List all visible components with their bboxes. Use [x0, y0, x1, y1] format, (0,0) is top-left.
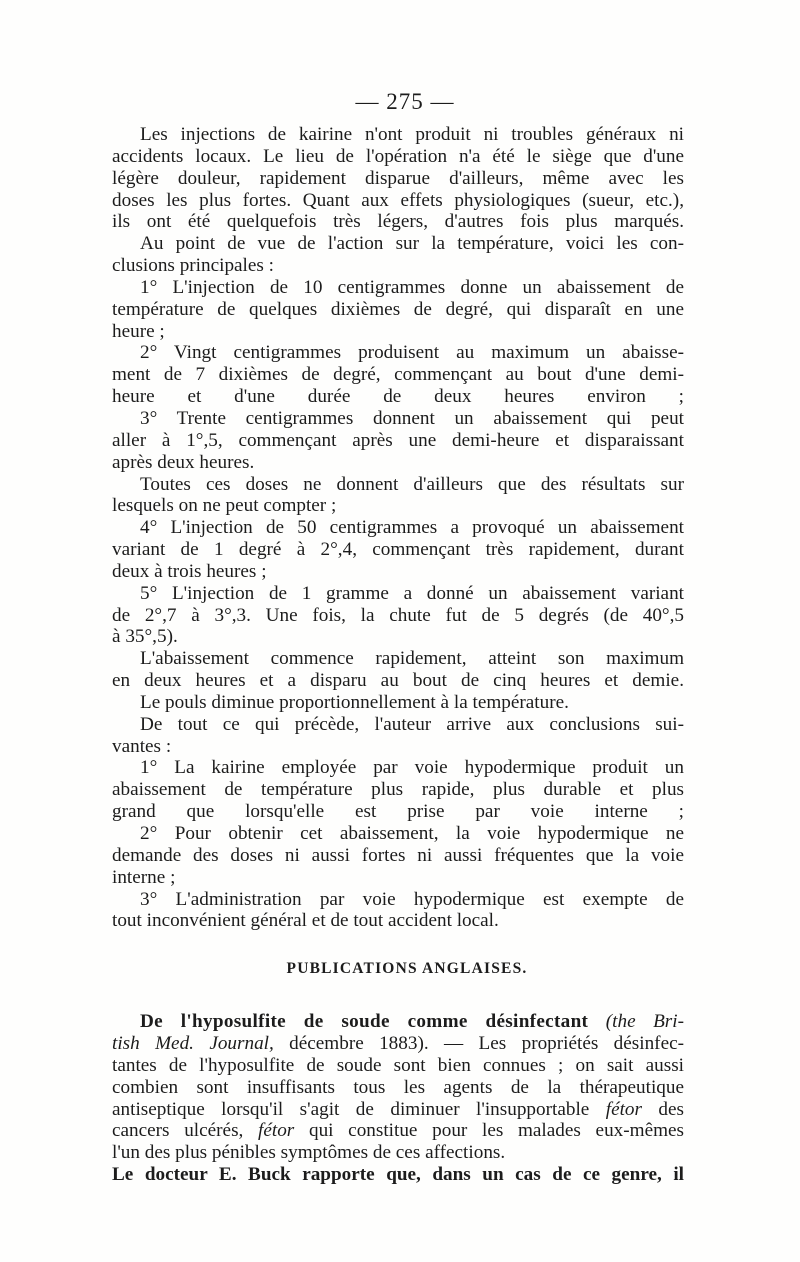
body-line: heure ; [112, 320, 165, 342]
article-source-part2: tish Med. Journal, [112, 1033, 274, 1055]
body-line: grand que lorsqu'elle est prise par voie interne ; [112, 801, 684, 823]
body-line: demande des doses ni aussi fortes ni aussi fréquentes que la voie [112, 844, 684, 866]
body-line: tout inconvénient général et de tout accident local. [112, 910, 499, 932]
body-line: abaissement de température plus rapide, plus durable et plus [112, 779, 684, 801]
body-line: doses les plus fortes. Quant aux effets physiologiques (sueur, etc.), [112, 189, 684, 211]
body-lines [112, 124, 684, 932]
article-title: De l'hyposulfite de soude comme désinfectant [140, 1011, 589, 1033]
article-line: l'un des plus pénibles symptômes de ces affections. [112, 1142, 506, 1164]
body-line: aller à 1°,5, commençant après une demi-heure et disparaissant [112, 429, 684, 451]
body-text [112, 124, 684, 1186]
article-text: qui constitue pour les malades eux-mêmes [294, 1120, 684, 1142]
body-line: Toutes ces doses ne donnent d'ailleurs que des résultats sur [140, 473, 684, 495]
article-text: cancers ulcérés, [112, 1120, 259, 1142]
body-line: ment de 7 dixièmes de degré, commençant au bout d'une demi- [112, 364, 684, 386]
body-line: 3° Trente centigrammes donnent un abaissement qui peut [140, 407, 684, 429]
body-line: Au point de vue de l'action sur la température, voici les con- [140, 233, 684, 255]
body-line: 1° La kairine employée par voie hypodermique produit un [140, 757, 684, 779]
article-line [112, 1011, 684, 1033]
body-line: lesquels on ne peut compter ; [112, 495, 337, 517]
body-line: température de quelques dixièmes de degré, qui disparaît en une [112, 298, 684, 320]
body-line: légère douleur, rapidement disparue d'ailleurs, même avec les [112, 167, 684, 189]
spacer [112, 932, 684, 958]
fetor-word: fétor [605, 1098, 642, 1120]
body-line: accidents locaux. Le lieu de l'opération n'a été le siège que d'une [112, 145, 684, 167]
body-line: de 2°,7 à 3°,3. Une fois, la chute fut de 5 degrés (de 40°,5 [112, 604, 684, 626]
article-text: décembre 1883). — Les propriétés désinfec- [273, 1033, 684, 1055]
body-line: Les injections de kairine n'ont produit ni troubles généraux ni [140, 124, 684, 145]
body-line: 2° Vingt centigrammes produisent au maximum un abaisse- [140, 342, 684, 364]
body-line: variant de 1 degré à 2°,4, commençant très rapidement, durant [112, 539, 684, 561]
body-line: 4° L'injection de 50 centigrammes a provoqué un abaissement [140, 517, 684, 539]
body-line: clusions principales : [112, 255, 274, 277]
body-line: interne ; [112, 866, 176, 888]
article-source-part1: (the Bri- [605, 1011, 684, 1033]
article-text: des [641, 1098, 684, 1120]
body-line: Le pouls diminue proportionnellement à la température. [140, 691, 569, 713]
section-heading: PUBLICATIONS ANGLAISES. [286, 960, 528, 978]
body-line: 1° L'injection de 10 centigrammes donne un abaissement de [140, 276, 684, 298]
article-line: tantes de l'hyposulfite de soude sont bien connues ; on sait aussi [112, 1054, 684, 1076]
page-number: — 275 — [355, 89, 455, 114]
body-line: 3° L'administration par voie hypodermique est exempte de [140, 888, 684, 910]
body-line: 5° L'injection de 1 gramme a donné un abaissement variant [140, 582, 684, 604]
body-line: heure et d'une durée de deux heures environ ; [112, 386, 684, 408]
spacer [112, 980, 684, 1011]
body-line: De tout ce qui précède, l'auteur arrive aux conclusions sui- [140, 713, 684, 735]
article-line: Le docteur E. Buck rapporte que, dans un cas de ce genre, il [112, 1164, 684, 1186]
article-line [112, 1099, 684, 1121]
body-line: à 35°,5). [112, 626, 178, 648]
article-line [112, 1120, 684, 1142]
body-line: L'abaissement commence rapidement, atteint son maximum [140, 648, 684, 670]
body-line: en deux heures et a disparu au bout de cinq heures et demie. [112, 670, 684, 692]
body-line: deux à trois heures ; [112, 560, 267, 582]
fetor-word: fétor [258, 1120, 295, 1142]
body-line: 2° Pour obtenir cet abaissement, la voie hypodermique ne [140, 823, 684, 844]
body-line: vantes : [112, 735, 172, 757]
body-line: après deux heures. [112, 451, 255, 473]
article-line [112, 1033, 684, 1055]
article-text: antiseptique lorsqu'il s'agit de diminuer l'insupportable [112, 1098, 606, 1120]
body-line: ils ont été quelquefois très légers, d'autres fois plus marqués. [112, 211, 684, 233]
article-line: combien sont insuffisants tous les agents de la thérapeutique [112, 1076, 684, 1098]
